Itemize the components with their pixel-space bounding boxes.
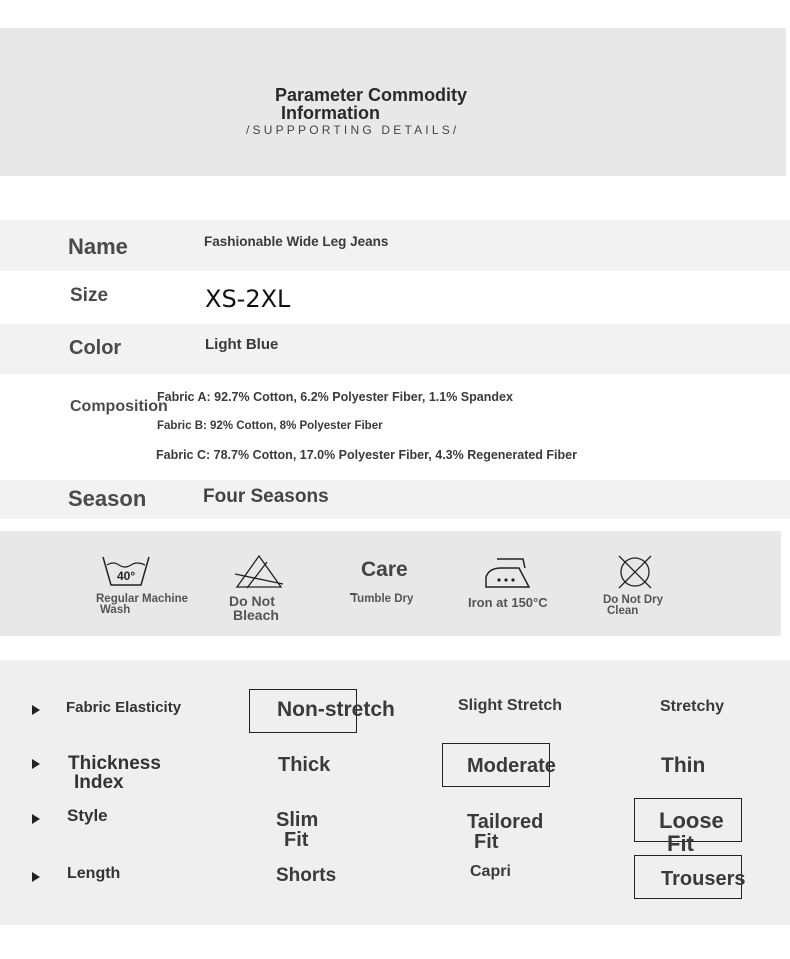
info-row-season (0, 480, 790, 519)
thickness-option-moderate[interactable]: Moderate (467, 755, 556, 777)
header-banner (0, 28, 786, 176)
length-label: Length (67, 865, 121, 882)
care-title: Care (361, 558, 408, 581)
size-label: Size (70, 285, 109, 306)
bleach-label-line2: Bleach (233, 607, 279, 623)
elasticity-option-non-stretch[interactable]: Non-stretch (277, 698, 395, 721)
length-option-capri[interactable]: Capri (470, 863, 511, 880)
fabric-a: Fabric A: 92.7% Cotton, 6.2% Polyester Fiber, 1.1% Spandex (157, 390, 513, 404)
size-value: XS-2XL (205, 285, 291, 313)
header-title-line1: Parameter Commodity (275, 85, 468, 105)
iron-icon (483, 557, 531, 589)
elasticity-option-stretchy[interactable]: Stretchy (660, 698, 725, 715)
header-subtitle: /SUPPPORTING DETAILS/ (246, 123, 460, 137)
style-tailored-line1[interactable]: Tailored (467, 811, 544, 833)
arrow-right-icon (32, 759, 40, 769)
iron-label: Iron at 150°C (468, 595, 548, 610)
composition-label: Composition (70, 398, 168, 415)
header-title-line2: Information (281, 103, 380, 123)
length-option-shorts[interactable]: Shorts (276, 865, 337, 886)
style-label: Style (67, 806, 108, 825)
style-loose-line2[interactable]: Fit (667, 831, 694, 856)
style-slim-line1[interactable]: Slim (276, 809, 319, 831)
elasticity-option-slight[interactable]: Slight Stretch (458, 697, 563, 714)
info-row-size (0, 272, 790, 323)
style-loose-line1[interactable]: Loose (659, 808, 724, 833)
season-value: Four Seasons (203, 486, 329, 507)
specs-table (0, 660, 790, 925)
no-bleach-icon (233, 554, 285, 590)
color-value: Light Blue (205, 336, 279, 353)
info-row-composition (0, 375, 790, 479)
style-tailored-line2[interactable]: Fit (474, 831, 499, 853)
arrow-right-icon (32, 705, 40, 715)
wash-label-line1: Regular Machine (96, 593, 189, 605)
info-row-name (0, 220, 790, 271)
name-value: Fashionable Wide Leg Jeans (204, 234, 389, 249)
fabric-b: Fabric B: 92% Cotton, 8% Polyester Fiber (157, 420, 383, 432)
thickness-option-thick[interactable]: Thick (278, 754, 331, 776)
arrow-right-icon (32, 814, 40, 824)
season-label: Season (68, 486, 147, 511)
dryclean-label-line2: Clean (607, 605, 639, 617)
length-option-trousers[interactable]: Trousers (661, 868, 746, 890)
thickness-option-thin[interactable]: Thin (661, 754, 706, 777)
fabric-c: Fabric C: 78.7% Cotton, 17.0% Polyester Fiber, 4.3% Regenerated Fiber (156, 448, 577, 462)
style-slim-line2[interactable]: Fit (284, 829, 309, 851)
thickness-label-line1: Thickness (68, 753, 161, 774)
tumble-label: Tumble Dry (351, 593, 414, 605)
wash-label-line2: Wash (100, 604, 131, 616)
color-label: Color (69, 337, 122, 359)
name-label: Name (68, 234, 128, 259)
thickness-label-line2: Index (74, 772, 124, 793)
dryclean-label-line1: Do Not Dry (603, 594, 664, 606)
care-instructions (0, 531, 781, 636)
elasticity-label: Fabric Elasticity (66, 699, 182, 716)
wash-temp: 40° (117, 569, 136, 583)
no-dry-clean-icon (613, 553, 657, 591)
info-row-color (0, 324, 790, 374)
bleach-label-line1: Do Not (229, 593, 275, 609)
arrow-right-icon (32, 872, 40, 882)
